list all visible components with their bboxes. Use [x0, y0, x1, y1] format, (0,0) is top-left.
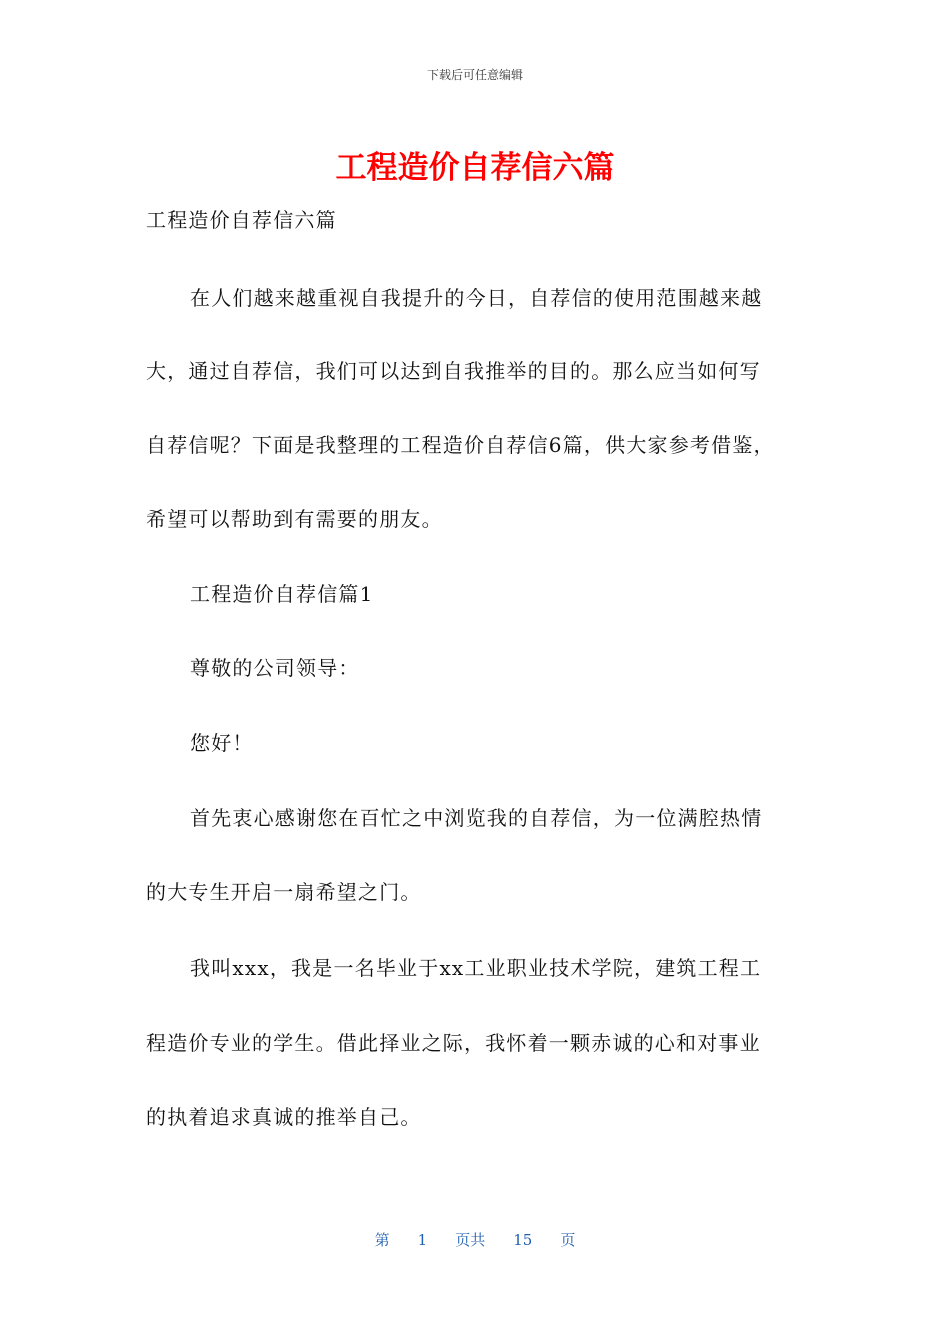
paragraph-line: 在人们越来越重视自我提升的今日，自荐信的使用范围越来越 [190, 286, 763, 310]
total-pages-number: 15 [513, 1231, 533, 1249]
paragraph-line: 的执着追求真诚的推举自己。 [146, 1105, 422, 1129]
paragraph-line: 首先衷心感谢您在百忙之中浏览我的自荐信，为一位满腔热情 [190, 806, 763, 830]
page-label-suffix: 页 [560, 1231, 576, 1249]
paragraph-line: 程造价专业的学生。借此择业之际，我怀着一颗赤诚的心和对事业 [146, 1031, 761, 1055]
paragraph-line: 自荐信呢？下面是我整理的工程造价自荐信6篇，供大家参考借鉴， [146, 433, 775, 457]
section-heading: 工程造价自荐信篇1 [190, 582, 374, 606]
download-note: 下载后可任意编辑 [426, 68, 523, 82]
document-title: 工程造价自荐信六篇 [335, 150, 615, 186]
paragraph-line: 希望可以帮助到有需要的朋友。 [146, 507, 443, 531]
current-page-number: 1 [417, 1231, 428, 1249]
subtitle-line: 工程造价自荐信六篇 [146, 208, 337, 232]
paragraph-line: 的大专生开启一扇希望之门。 [146, 880, 422, 904]
page-label-prefix: 第 [374, 1231, 390, 1249]
page-number-footer [0, 1229, 950, 1250]
paragraph-line: 大，通过自荐信，我们可以达到自我推举的目的。那么应当如何写 [146, 359, 761, 383]
salutation: 尊敬的公司领导： [190, 656, 360, 680]
page-label-mid: 页共 [455, 1231, 486, 1249]
paragraph-line: 我叫xxx，我是一名毕业于xx工业职业技术学院，建筑工程工 [190, 956, 762, 980]
greeting: 您好！ [190, 731, 254, 755]
